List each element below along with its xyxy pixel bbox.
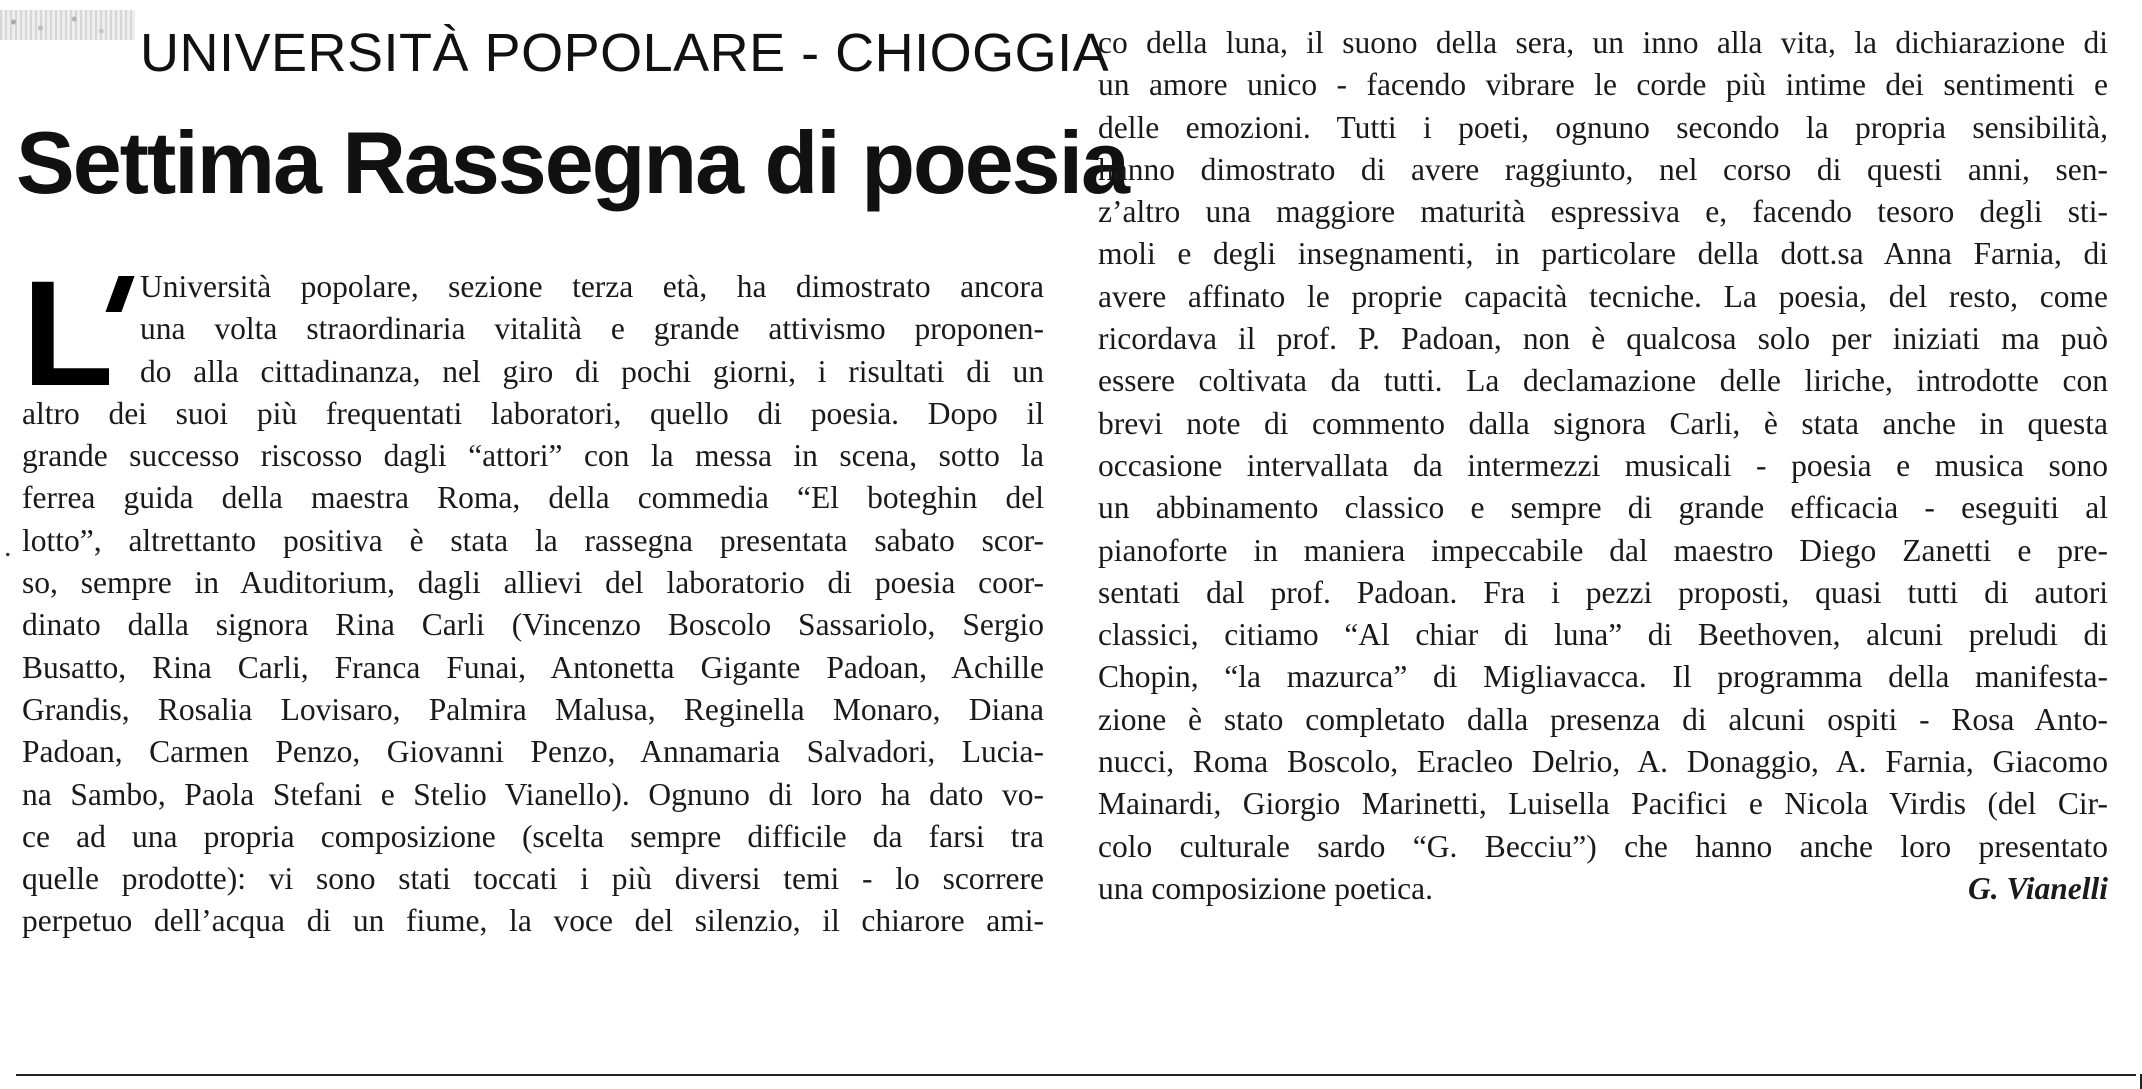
author-signature: G. Vianelli bbox=[1967, 870, 2108, 906]
text-line: z’altro una maggiore maturità espressiva e, facendo tesoro degli sti- bbox=[1098, 194, 2108, 230]
article-column-right bbox=[1098, 22, 2108, 910]
text-line: Università popolare, sezione terza età, ha dimostrato ancora bbox=[140, 269, 1044, 304]
text-line: ferrea guida della maestra Roma, della commedia “El boteghin del bbox=[22, 480, 1044, 516]
text-line: lotto”, altrettanto positiva è stata la rassegna presentata sabato scor- bbox=[22, 522, 1044, 558]
text-line: Padoan, Carmen Penzo, Giovanni Penzo, Annamaria Salvadori, Lucia- bbox=[22, 734, 1044, 770]
text-line: moli e degli insegnamenti, in particolare della dott.sa Anna Farnia, di bbox=[1098, 236, 2108, 272]
article-column-left bbox=[22, 249, 1044, 943]
scan-dot: . bbox=[4, 530, 12, 563]
text-line: essere coltivata da tutti. La declamazione delle liriche, introdotte con bbox=[1098, 363, 2108, 399]
text-line: Grandis, Rosalia Lovisaro, Palmira Malusa, Reginella Monaro, Diana bbox=[22, 691, 1044, 727]
text-line: co della luna, il suono della sera, un inno alla vita, la dichiarazione di bbox=[1098, 25, 2108, 60]
text-line: so, sempre in Auditorium, dagli allievi del laboratorio di poesia coor- bbox=[22, 565, 1044, 601]
closing-line-row bbox=[1098, 868, 2108, 910]
text-line: nucci, Roma Boscolo, Eracleo Delrio, A. Donaggio, A. Farnia, Giacomo bbox=[1098, 744, 2108, 780]
text-line: ricordava il prof. P. Padoan, non è qualcosa solo per iniziati ma può bbox=[1098, 321, 2108, 357]
text-line: Mainardi, Giorgio Marinetti, Luisella Pacifici e Nicola Virdis (del Cir- bbox=[1098, 786, 2108, 822]
scan-noise bbox=[0, 10, 135, 40]
text-line: na Sambo, Paola Stefani e Stelio Vianello). Ognuno di loro ha dato vo- bbox=[22, 776, 1044, 812]
text-line: do alla cittadinanza, nel giro di pochi giorni, i risultati di un bbox=[140, 353, 1044, 389]
bottom-divider bbox=[16, 1074, 2136, 1076]
text-line: Chopin, “la mazurca” di Migliavacca. Il programma della manifesta- bbox=[1098, 659, 2108, 695]
text-line: delle emozioni. Tutti i poeti, ognuno secondo la propria sensibilità, bbox=[1098, 109, 2108, 145]
text-line: zione è stato completato dalla presenza di alcuni ospiti - Rosa Anto- bbox=[1098, 701, 2108, 737]
text-line: brevi note di commento dalla signora Carli, è stata anche in questa bbox=[1098, 405, 2108, 441]
text-line: occasione intervallata da intermezzi musicali - poesia e musica sono bbox=[1098, 447, 2108, 483]
text-line: hanno dimostrato di avere raggiunto, nel corso di questi anni, sen- bbox=[1098, 151, 2108, 187]
text-line: dinato dalla signora Rina Carli (Vincenzo Boscolo Sassariolo, Sergio bbox=[22, 607, 1044, 643]
section-kicker: UNIVERSITÀ POPOLARE - CHIOGGIA bbox=[140, 23, 1110, 83]
drop-cap: L bbox=[22, 249, 114, 417]
text-line: un amore unico - facendo vibrare le corde più intime dei sentimenti e bbox=[1098, 67, 2108, 103]
text-line: pianoforte in maniera impeccabile dal maestro Diego Zanetti e pre- bbox=[1098, 532, 2108, 568]
text-line: altro dei suoi più frequentati laboratori, quello di poesia. Dopo il bbox=[22, 395, 1044, 431]
text-line: sentati dal prof. Padoan. Fra i pezzi proposti, quasi tutti di autori bbox=[1098, 574, 2108, 610]
text-line: perpetuo dell’acqua di un fiume, la voce del silenzio, il chiarore ami- bbox=[22, 903, 1044, 939]
text-line: un abbinamento classico e sempre di grande efficacia - eseguiti al bbox=[1098, 490, 2108, 526]
text-line: avere affinato le proprie capacità tecniche. La poesia, del resto, come bbox=[1098, 278, 2108, 314]
text-line: grande successo riscosso dagli “attori” con la messa in scena, sotto la bbox=[22, 438, 1044, 474]
closing-text: una composizione poetica. bbox=[1098, 870, 1434, 906]
text-line: ce ad una propria composizione (scelta sempre difficile da farsi tra bbox=[22, 818, 1044, 854]
text-line: colo culturale sardo “G. Becciu”) che hanno anche loro presentato bbox=[1098, 828, 2108, 864]
text-line: Busatto, Rina Carli, Franca Funai, Antonetta Gigante Padoan, Achille bbox=[22, 649, 1044, 685]
text-line: classici, citiamo “Al chiar di luna” di Beethoven, alcuni preludi di bbox=[1098, 617, 2108, 653]
article-headline: Settima Rassegna di poesia bbox=[16, 113, 1128, 212]
text-line: una volta straordinaria vitalità e grande attivismo proponen- bbox=[140, 311, 1044, 347]
text-line: quelle prodotte): vi sono stati toccati i più diversi temi - lo scorrere bbox=[22, 861, 1044, 897]
